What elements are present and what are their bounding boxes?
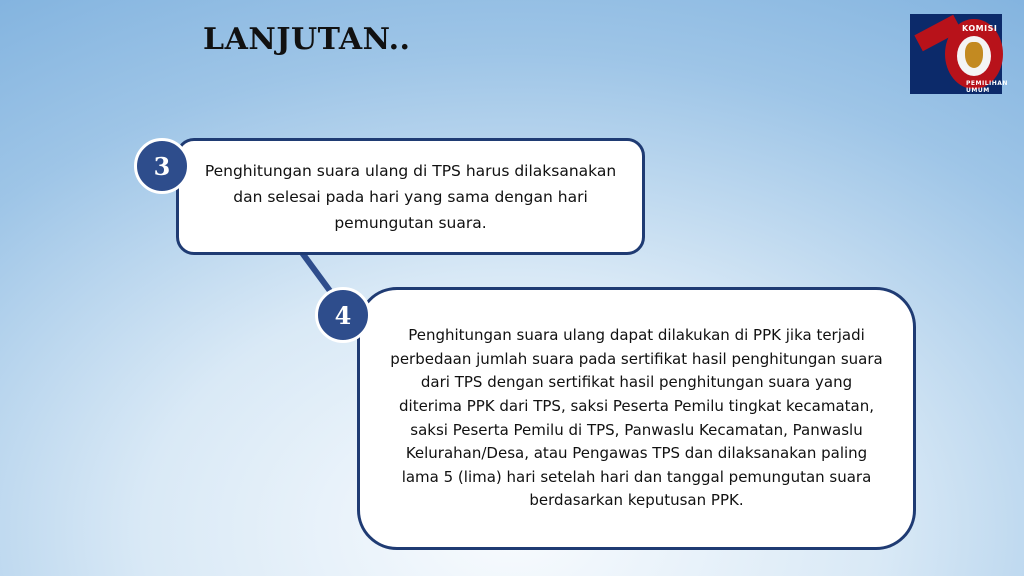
item-4-box: [357, 287, 916, 550]
item-4-text: Penghitungan suara ulang dapat dilakukan di PPK jika terjadi perbedaan jumlah suara pada sertifikat hasil penghitungan suara dari TPS dengan sertifikat hasil penghitungan suara yang diterima PPK dari TPS, saksi Peserta Pemilu tingkat kecamatan, saksi Peserta Pemilu di TPS, Panwaslu Kecamatan, Panwaslu Kelurahan/Desa, atau Pengawas TPS dan dilaksanakan paling lama 5 (lima) hari setelah hari dan tanggal pemungutan suara berdasarkan keputusan PPK.: [390, 326, 883, 510]
logo-top-text: KOMISI: [962, 24, 998, 33]
slide-title: LANJUTAN..: [203, 22, 411, 57]
logo-bottom-text: PEMILIHAN UMUM: [966, 80, 1008, 94]
item-4-number-badge: 4: [315, 287, 371, 343]
item-3-text: Penghitungan suara ulang di TPS harus dilaksanakan dan selesai pada hari yang sama dengan hari pemungutan suara.: [204, 161, 617, 232]
item-3-box: [176, 138, 645, 255]
item-3-number-badge: 3: [134, 138, 190, 194]
